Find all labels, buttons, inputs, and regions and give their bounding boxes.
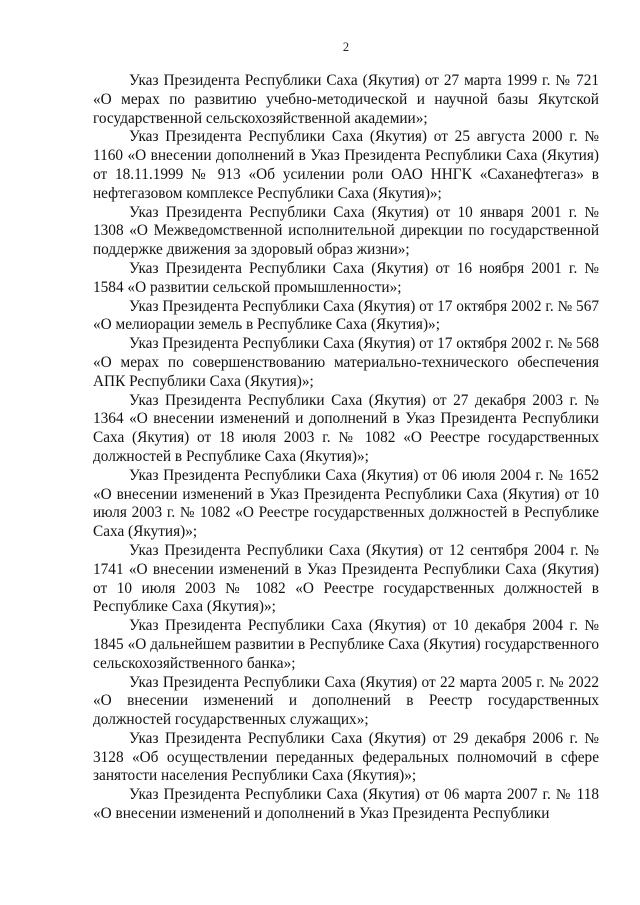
- decree-paragraph-7: Указ Президента Республики Саха (Якутия) от 27 декабря 2003 г. № 1364 «О внесении изменений и дополнений в Указ Президента Республики Саха (Якутия) от 18 июля 2003 г. № 1082 «О Реестре государственных должностей в Республике Саха (Якутия)»;: [93, 391, 599, 465]
- decree-paragraph-2: Указ Президента Республики Саха (Якутия) от 25 августа 2000 г. № 1160 «О внесении дополнений в Указ Президента Республики Саха (Якутия) от 18.11.1999 № 913 «Об усилении роли ОАО ННГК «Саханефтегаз» в нефтегазовом комплексе Республики Саха (Якутия)»;: [93, 128, 599, 202]
- decree-paragraph-13: Указ Президента Республики Саха (Якутия) от 06 марта 2007 г. № 118 «О внесении изменений и дополнений в Указ Президента Республики: [93, 786, 599, 823]
- decree-list: [93, 72, 599, 824]
- decree-paragraph-8: Указ Президента Республики Саха (Якутия) от 06 июля 2004 г. № 1652 «О внесении изменений в Указ Президента Республики Саха (Якутия) от 10 июля 2003 г. № 1082 «О Реестре государственных должностей в Республике Саха (Якутия)»;: [93, 466, 599, 541]
- decree-paragraph-9: Указ Президента Республики Саха (Якутия) от 12 сентября 2004 г. № 1741 «О внесении изменений в Указ Президента Республики Саха (Якутия) от 10 июля 2003 № 1082 «О Реестре государственных должностей в Республике Саха (Якутия)»;: [93, 541, 599, 616]
- page-number: 2: [342, 40, 350, 54]
- decree-paragraph-10: Указ Президента Республики Саха (Якутия) от 10 декабря 2004 г. № 1845 «О дальнейшем развитии в Республике Саха (Якутия) государственного сельскохозяйственного банка»;: [93, 617, 599, 672]
- decree-paragraph-11: Указ Президента Республики Саха (Якутия) от 22 марта 2005 г. № 2022 «О внесении изменений и дополнений в Реестр государственных должностей государственных служащих»;: [93, 673, 599, 729]
- decree-paragraph-6: Указ Президента Республики Саха (Якутия) от 17 октября 2002 г. № 568 «О мерах по совершенствованию материально-технического обеспечения АПК Республики Саха (Якутия)»;: [93, 335, 599, 390]
- decree-paragraph-4: Указ Президента Республики Саха (Якутия) от 16 ноября 2001 г. № 1584 «О развитии сельской промышленности»;: [93, 259, 599, 296]
- decree-paragraph-3: Указ Президента Республики Саха (Якутия) от 10 января 2001 г. № 1308 «О Межведомственной исполнительной дирекции по государственной поддержке движения за здоровый образ жизни»;: [93, 203, 599, 259]
- decree-paragraph-12: Указ Президента Республики Саха (Якутия) от 29 декабря 2006 г. № 3128 «Об осуществлении переданных федеральных полномочий в сфере занятости населения Республики Саха (Якутия)»;: [93, 729, 599, 785]
- decree-paragraph-1: Указ Президента Республики Саха (Якутия) от 27 марта 1999 г. № 721 «О мерах по развитию учебно-методической и научной базы Якутской государственной сельскохозяйственной академии»;: [93, 72, 599, 127]
- decree-paragraph-5: Указ Президента Республики Саха (Якутия) от 17 октября 2002 г. № 567 «О мелиорации земель в Республике Саха (Якутия)»;: [93, 297, 599, 334]
